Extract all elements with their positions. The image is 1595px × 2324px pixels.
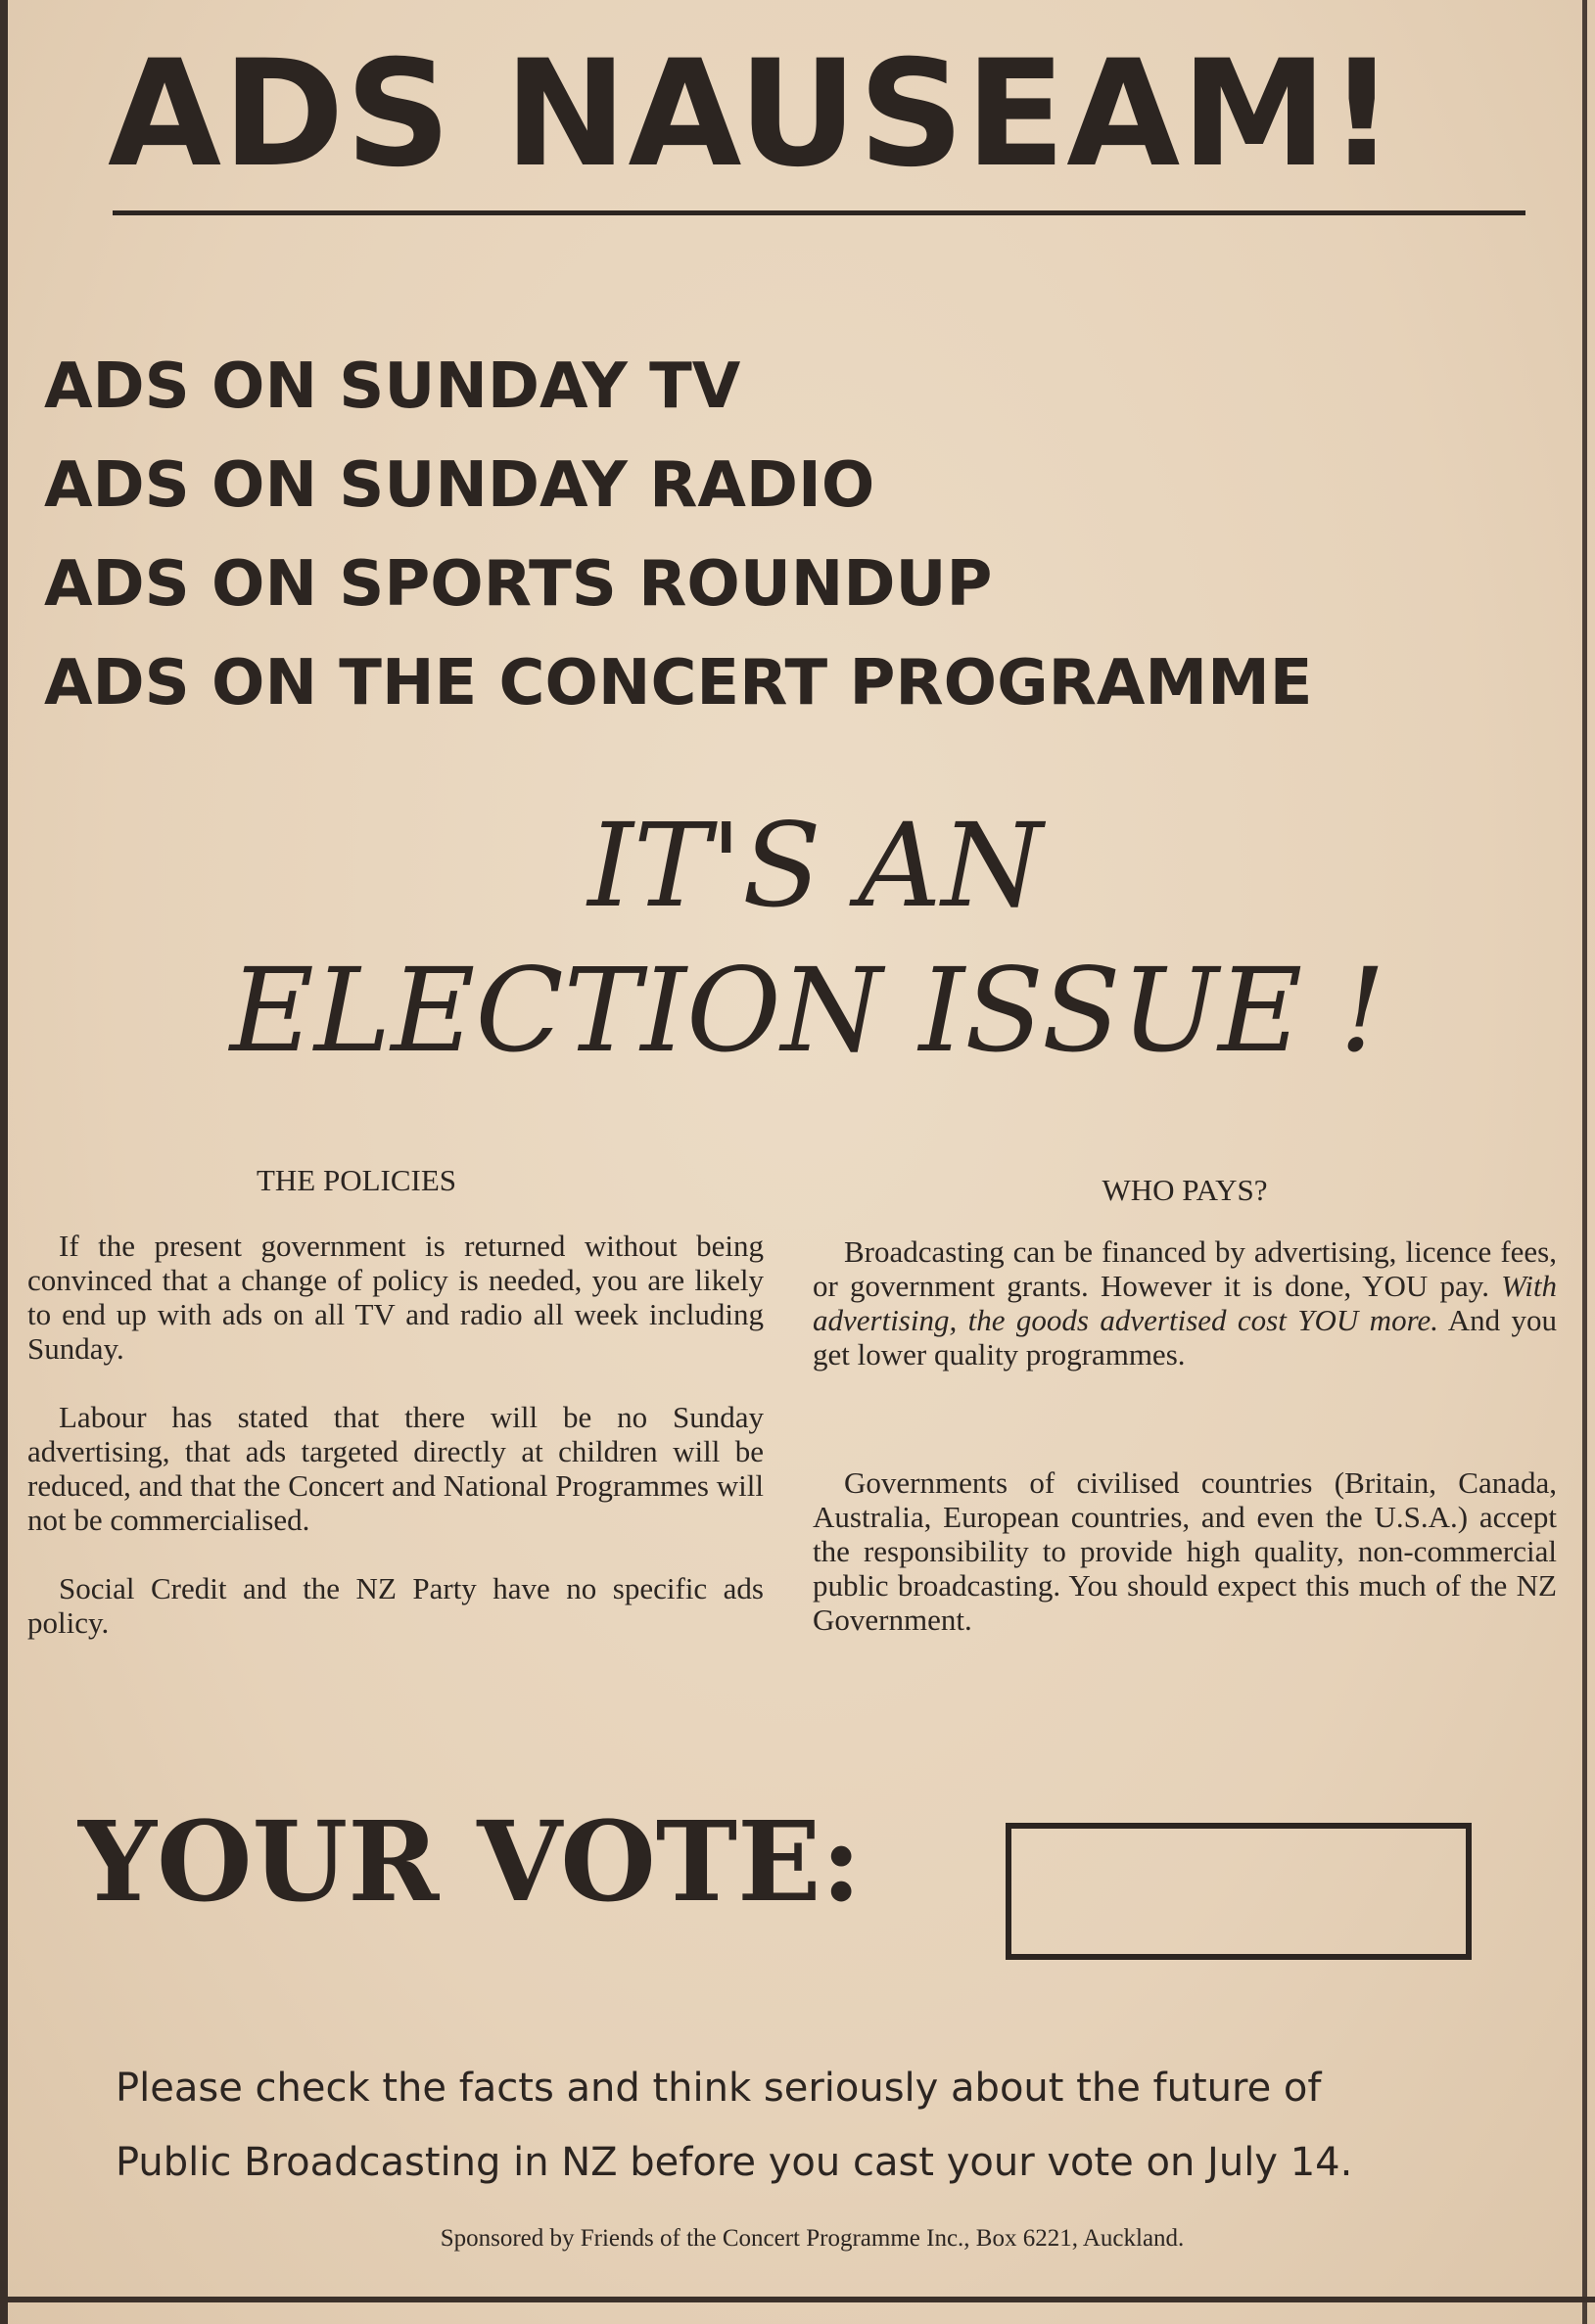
policies-paragraph: Social Credit and the NZ Party have no specific ads policy.: [27, 1571, 764, 1640]
ad-line-sports-roundup: ADS ON SPORTS ROUNDUP: [44, 548, 993, 621]
election-issue-banner: [108, 793, 1508, 1083]
bottom-border: [0, 2297, 1595, 2302]
ad-line-concert-programme: ADS ON THE CONCERT PROGRAMME: [44, 647, 1313, 720]
headline: ADS NAUSEAM!: [108, 29, 1396, 200]
sponsor-credit: [0, 2224, 1595, 2254]
policies-paragraph: Labour has stated that there will be no Sunday advertising, that ads targeted directly at children will be reduced, and that the Concert and National Programmes will not be commercialised.: [27, 1400, 764, 1537]
who-pays-paragraph: Governments of civilised countries (Britain, Canada, Australia, European countries, and even the U.S.A.) accept the responsibility to provide high quality, non-commercial public broadcasting. You should expect this much of the NZ Government.: [813, 1465, 1557, 1637]
closing-line1: Please check the facts and think seriously about the future of: [116, 2066, 1322, 2111]
closing-line2: Public Broadcasting in NZ before you cast your vote on July 14.: [116, 2140, 1353, 2185]
who-pays-heading: WHO PAYS?: [1102, 1173, 1268, 1207]
policies-paragraph: If the present government is returned without being convinced that a change of policy is needed, you are likely to end up with ads on all TV and radio all week including Sunday.: [27, 1229, 764, 1366]
who-pays-text: Broadcasting can be financed by advertising, licence fees, or government grants. However it is done, YOU pay.: [813, 1234, 1557, 1303]
right-border: [1582, 0, 1587, 2324]
headline-underline: [113, 210, 1525, 215]
policies-heading: THE POLICIES: [256, 1163, 457, 1197]
who-pays-paragraph: [813, 1234, 1557, 1371]
your-vote-label: YOUR VOTE:: [78, 1798, 862, 1927]
sponsor-text: Sponsored by Friends of the Concert Programme Inc., Box 6221, Auckland.: [440, 2225, 1185, 2252]
policies-column: [27, 1163, 764, 1640]
election-issue-line1: IT'S AN: [587, 798, 1043, 933]
election-issue-line2: ELECTION ISSUE !: [229, 943, 1386, 1078]
vote-box[interactable]: [1006, 1823, 1472, 1960]
closing-message: [116, 2051, 1486, 2200]
ad-line-sunday-tv: ADS ON SUNDAY TV: [44, 350, 741, 423]
ad-list: [44, 338, 1572, 733]
who-pays-emphasis: With advertising, the goods advertised cost YOU more.: [813, 1269, 1558, 1337]
who-pays-column: [813, 1173, 1557, 1637]
who-pays-text: And you get lower quality programmes.: [813, 1303, 1557, 1371]
left-border: [0, 0, 8, 2324]
ad-line-sunday-radio: ADS ON SUNDAY RADIO: [44, 449, 875, 522]
